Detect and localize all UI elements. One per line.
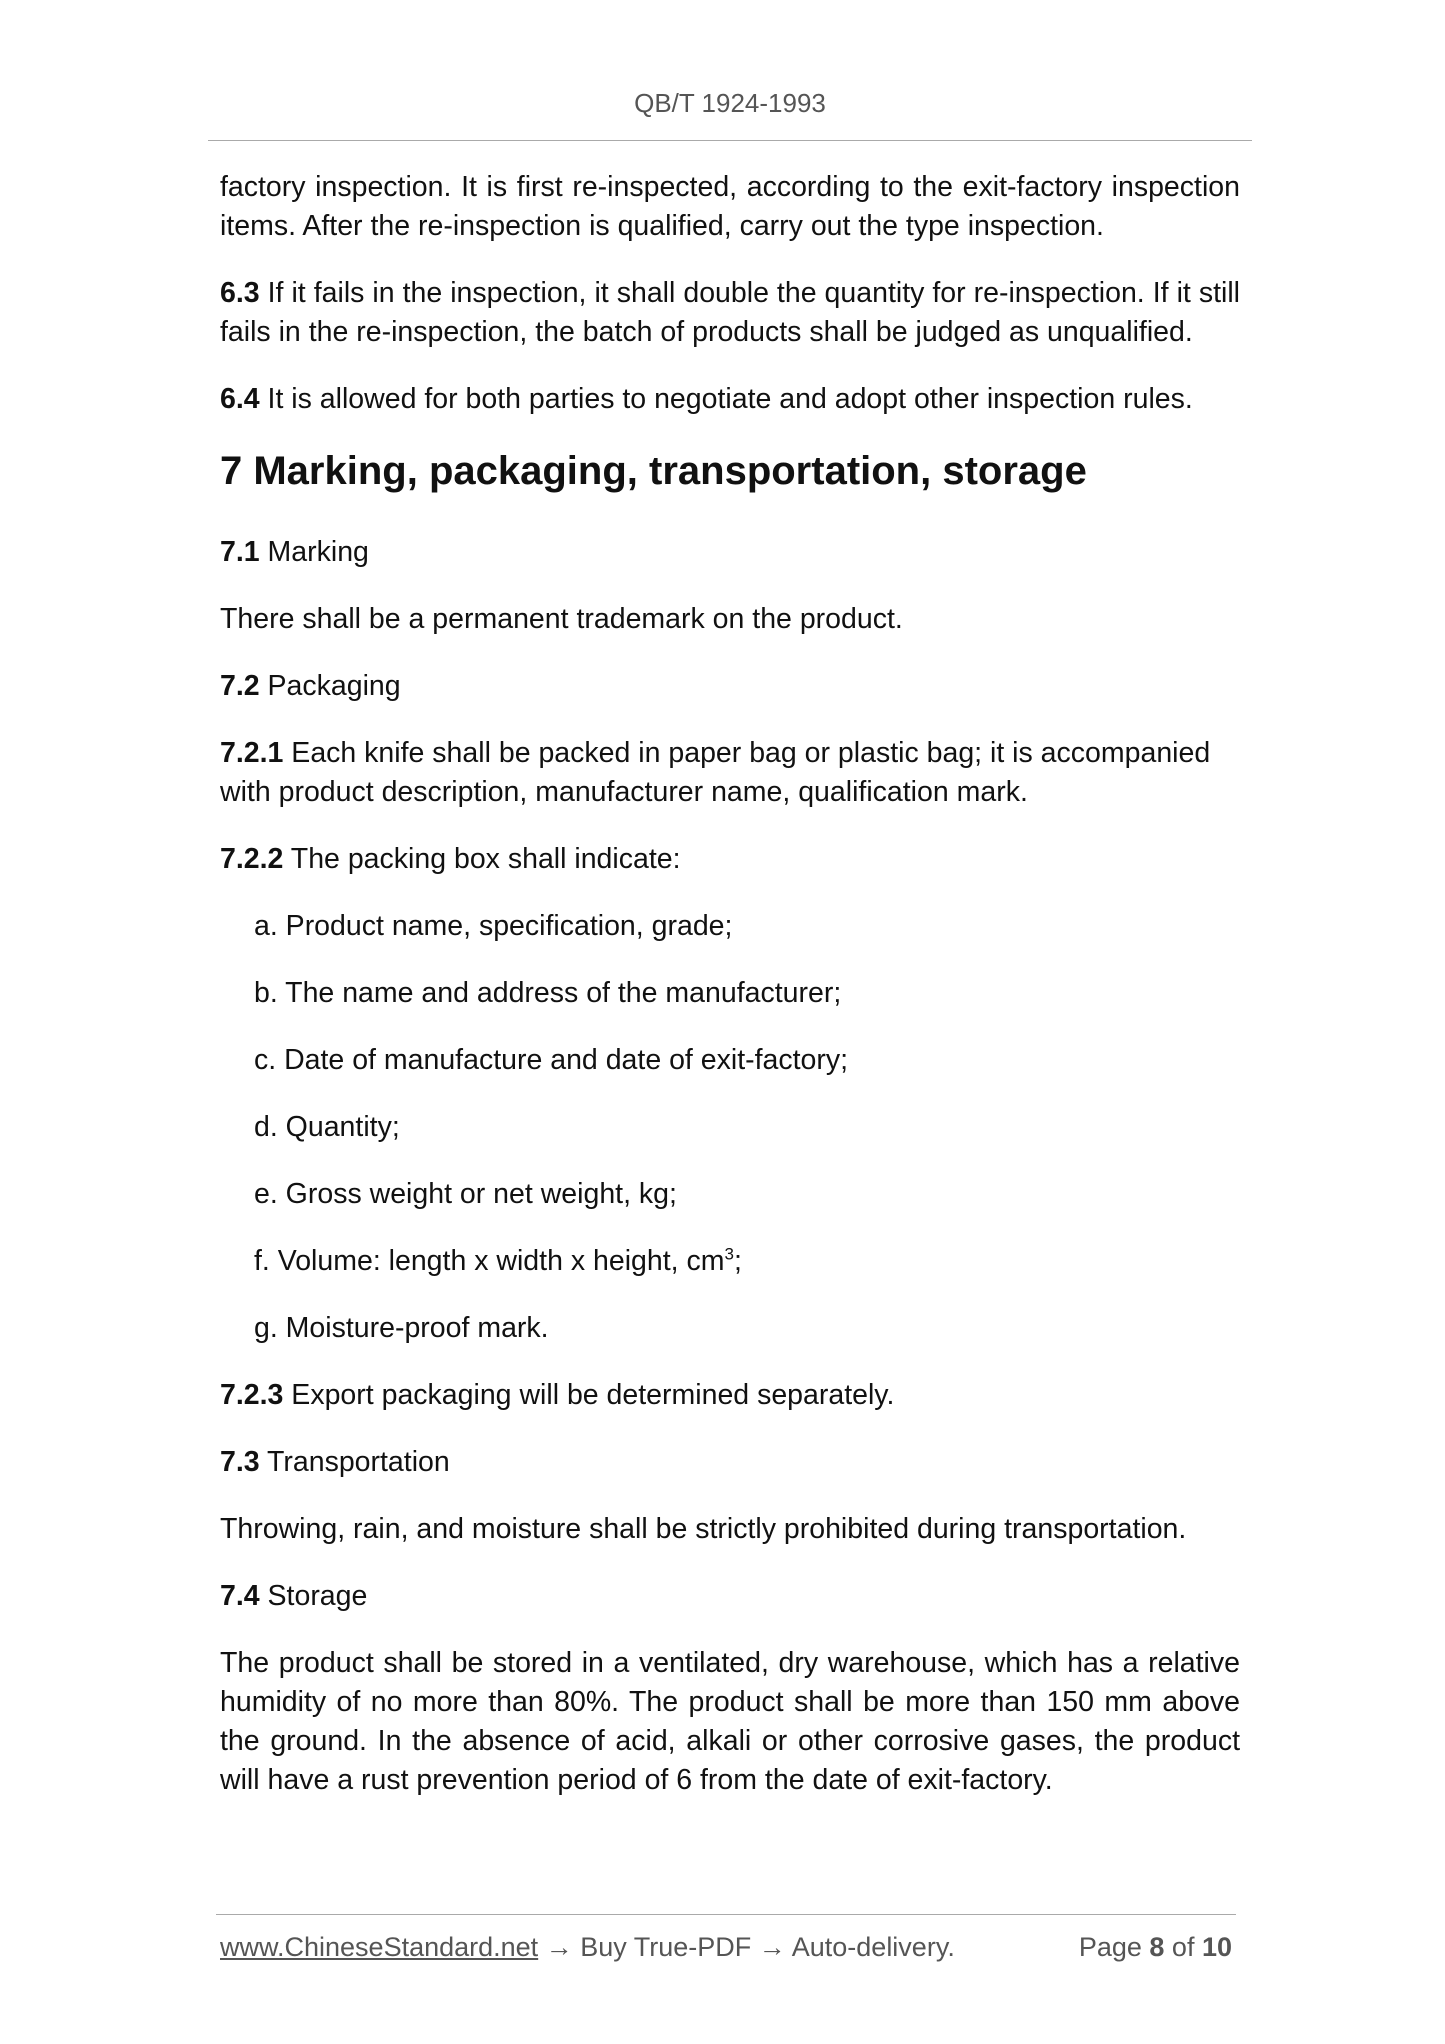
footer-divider <box>216 1914 1236 1915</box>
clause-7-2-title <box>220 667 1240 706</box>
list-item-g: g. Moisture-proof mark. <box>254 1312 549 1344</box>
clause-7-3-text: Throwing, rain, and moisture shall be strictly prohibited during transportation. <box>220 1513 1187 1545</box>
list-item-f-end: ; <box>733 1245 742 1277</box>
clause-number: 7.3 <box>220 1446 260 1478</box>
footer-tagline: → Buy True-PDF → Auto-delivery. <box>538 1932 955 1962</box>
list-item-a: a. Product name, specification, grade; <box>254 910 733 942</box>
page-indicator <box>1079 1932 1232 1963</box>
clause-number: 7.2.1 <box>220 737 284 769</box>
clause-text: Export packaging will be determined separately. <box>283 1379 895 1411</box>
website-link[interactable]: www.ChineseStandard.net <box>220 1932 539 1962</box>
clause-6-4 <box>220 380 1240 419</box>
clause-text: If it fails in the inspection, it shall double the quantity for re-inspection. If it still fails in the re-inspection, the batch of products shall be judged as unqualified. <box>220 277 1240 348</box>
clause-title: Packaging <box>259 670 401 702</box>
of-label: of <box>1164 1932 1202 1962</box>
paragraph-intro: factory inspection. It is first re-inspected, according to the exit-factory inspection items. After the re-inspection is qualified, carry out the type inspection. <box>220 171 1240 242</box>
list-item-f <box>254 1242 1240 1281</box>
clause-number: 7.2 <box>220 670 260 702</box>
page-footer <box>220 1932 1232 1963</box>
document-body <box>220 168 1240 1828</box>
clause-7-1-text: There shall be a permanent trademark on the product. <box>220 603 903 635</box>
clause-7-2-3 <box>220 1376 1240 1415</box>
clause-number: 6.4 <box>220 383 260 415</box>
list-item-e: e. Gross weight or net weight, kg; <box>254 1178 677 1210</box>
header-divider <box>208 140 1252 141</box>
page-header <box>208 88 1252 119</box>
clause-text: It is allowed for both parties to negotiate and adopt other inspection rules. <box>259 383 1193 415</box>
list-item-f-text: f. Volume: length x width x height, cm <box>254 1245 725 1277</box>
clause-7-4-title <box>220 1577 1240 1616</box>
clause-7-2-1 <box>220 734 1240 812</box>
clause-text: The packing box shall indicate: <box>283 843 681 875</box>
section-heading-7: 7 Marking, packaging, transportation, storage <box>220 449 1087 493</box>
superscript: 3 <box>724 1244 734 1264</box>
clause-title: Marking <box>259 536 369 568</box>
clause-number: 6.3 <box>220 277 260 309</box>
clause-7-3-title <box>220 1443 1240 1482</box>
clause-7-4-text: The product shall be stored in a ventilated, dry warehouse, which has a relative humidity of no more than 80%. The product shall be more than 150 mm above the ground. In the absence of acid, alkali or other corrosive gases, the product will have a rust prevention period of 6 from the date of exit-factory. <box>220 1647 1240 1796</box>
clause-7-1-title <box>220 533 1240 572</box>
page-number: 8 <box>1149 1932 1165 1962</box>
clause-text: Each knife shall be packed in paper bag or plastic bag; it is accompanied with product description, manufacturer name, qualification mark. <box>220 737 1211 808</box>
clause-6-3 <box>220 274 1240 352</box>
clause-number: 7.1 <box>220 536 260 568</box>
page-label: Page <box>1078 1932 1150 1962</box>
clause-7-2-2 <box>220 840 1240 879</box>
clause-title: Storage <box>259 1580 368 1612</box>
clause-number: 7.2.3 <box>220 1379 284 1411</box>
list-item-c: c. Date of manufacture and date of exit-factory; <box>254 1044 849 1076</box>
list-item-b: b. The name and address of the manufacturer; <box>254 977 842 1009</box>
list-item-d: d. Quantity; <box>254 1111 400 1143</box>
clause-number: 7.2.2 <box>220 843 284 875</box>
page-total: 10 <box>1201 1932 1232 1962</box>
clause-title: Transportation <box>259 1446 450 1478</box>
clause-number: 7.4 <box>220 1580 260 1612</box>
document-code: QB/T 1924-1993 <box>634 88 826 118</box>
